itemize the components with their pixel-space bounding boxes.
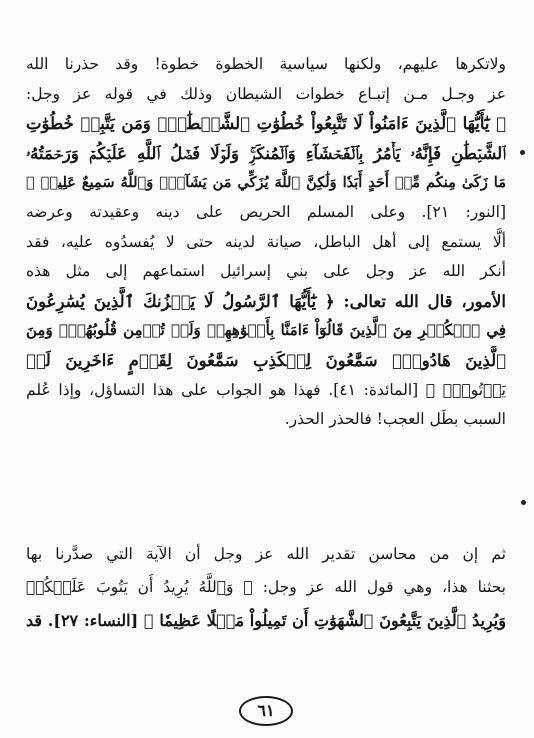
text-line: أنكر الله عز وجل على بني إسرائيل استماعهم إلى مثل هذه: [26, 262, 506, 281]
quran-verse-line: ٱلَّذِينَ هَادُواْۛ سَمَّٰعُونَ لِلۡكَذِبِ سَمَّٰعُونَ لِقَوۡمٍ ءَاخَرِينَ لَمۡ: [26, 350, 506, 370]
text-line: يَأۡتُوكَۖ ﴾ [المائدة: ٤١]. فهذا هو الجواب على هذا التساؤل، وإذا عُلم: [26, 380, 506, 399]
scan-edge-mark: [521, 500, 526, 505]
page-number: ٦١: [239, 696, 293, 726]
quran-verse-line: الأمور، قال الله تعالى: ﴿ يَٰٓأَيُّهَا ٱلرَّسُولُ لَا يَحۡزُنكَ ٱلَّذِينَ يُسَٰرِعُونَ: [26, 291, 506, 311]
text-line: ثم إن من محاسن تقدير الله عز وجل أن الآية التي صدَّرنا بها: [26, 545, 506, 563]
paragraph-2: [26, 538, 506, 637]
quran-verse-line: فِي ٱلۡكُفۡرِ مِنَ ٱلَّذِينَ قَالُوٓاْ ءَامَنَّا بِأَفۡوَٰهِهِمۡ وَلَمۡ تُؤۡمِن قُلُوبُهُمۡۛ وَمِنَ: [26, 321, 506, 340]
text-line: السبب بطَل العجب! فالحذر الحذر.: [284, 410, 506, 429]
quran-verse-line: ٱلشَّيۡطَٰنِ فَإِنَّهُۥ يَأۡمُرُ بِٱلۡفَحۡشَآءِ وَٱلۡمُنكَرِۚ وَلَوۡلَا فَضۡلُ ٱللَّهِ عَلَيۡكُمۡ وَرَحۡمَتُهُۥ: [26, 143, 506, 163]
text-line: عز وجـل مـن إتبـاع خطوات الشيطان وذلك في قوله عز وجل:: [26, 84, 506, 103]
text-line: [النور: ٢١]. وعلى المسلم الحريص على دينه وعقيدته وعرضه: [26, 202, 506, 221]
text-line: ولاتكرها عليهم، ولكنها سياسية الخطوة خطوة! وقد حذرنا الله: [26, 55, 506, 73]
quran-verse-line: وَيُرِيدُ ٱلَّذِينَ يَتَّبِعُونَ ٱلشَّهَوَٰتِ أَن تَمِيلُواْ مَيۡلًا عَظِيمٗا ﴾ [النساء: ٢٧]. قد: [26, 611, 506, 630]
scan-edge-mark: [520, 150, 525, 155]
quran-verse-line: ﴿ يَٰٓأَيُّهَا ٱلَّذِينَ ءَامَنُواْ لَا تَتَّبِعُواْ خُطُوَٰتِ ٱلشَّيۡطَٰنِۚ وَمَن يَتَّبِعۡ خُطُوَٰتِ: [26, 114, 506, 134]
quran-verse-line: مَا زَكَىٰ مِنكُم مِّنۡ أَحَدٍ أَبَدٗا وَلَٰكِنَّ ٱللَّهَ يُزَكِّي مَن يَشَآءُۗ وَٱللَّهُ سَمِيعٌ عَلِيمٞ ﴾: [26, 174, 506, 192]
paragraph-1: [26, 50, 506, 435]
text-line: ألَّا يستمع إلى أهل الباطل، صيانة لدينه حتى لا يُفسدُوه عليه، فقد: [26, 232, 506, 251]
text-line: بحثنا هذا، وهي قول الله عز وجل: ﴿ وَٱللَّهُ يُرِيدُ أَن يَتُوبَ عَلَيۡكُمۡ: [26, 578, 506, 596]
